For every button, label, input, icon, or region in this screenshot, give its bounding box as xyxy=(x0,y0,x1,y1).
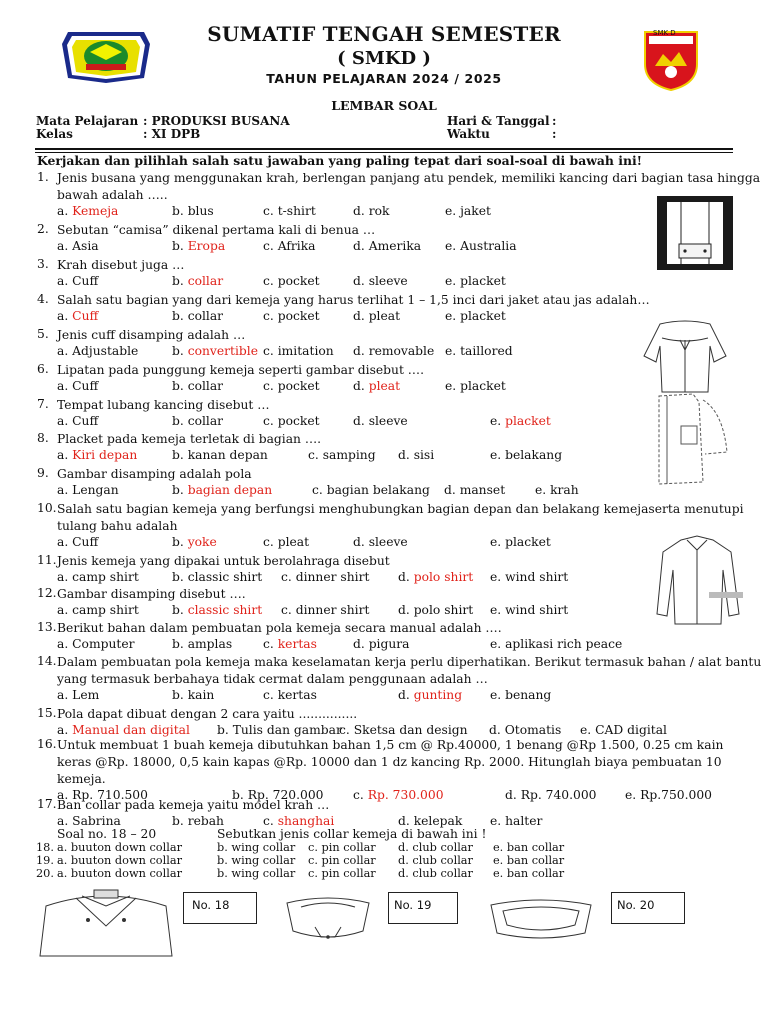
subject-value: : PRODUKSI BUSANA xyxy=(143,114,290,128)
question-17-option-d[interactable]: d. kelepak xyxy=(398,814,463,828)
question-15-option-c[interactable]: c. Sketsa dan design xyxy=(339,723,468,737)
question-8-option-e[interactable]: e. belakang xyxy=(490,448,563,462)
question-14-text: yang termasuk berbahaya tidak cermat dalam penggunaan adalah … xyxy=(57,672,488,686)
question-16-option-c[interactable] xyxy=(353,788,444,802)
question-10-option-b[interactable] xyxy=(172,535,217,549)
question-16-text: keras @Rp. 18000, 0,5 kain kapas @Rp. 10000 dan 1 dz kancing Rp. 2000. Hitunglah biaya pembuatan 10 xyxy=(57,755,722,769)
sheet-title: LEMBAR SOAL xyxy=(331,98,437,113)
question-6-option-b[interactable]: b. collar xyxy=(172,379,224,393)
question-20-option-b[interactable]: b. wing collar xyxy=(217,867,296,880)
option-letter: c. xyxy=(263,814,278,828)
question-11-option-b[interactable]: b. classic shirt xyxy=(172,570,263,584)
question-13-option-a[interactable]: a. Computer xyxy=(57,637,135,651)
option-letter: a. xyxy=(57,723,73,737)
question-2-option-a[interactable]: a. Asia xyxy=(57,239,99,253)
right-logo-text: SMK D xyxy=(653,29,676,37)
exam-subtitle: ( SMKD ) xyxy=(337,48,431,69)
question-1-option-b[interactable]: b. blus xyxy=(172,204,214,218)
answer-highlight: polo shirt xyxy=(413,570,474,584)
question-4-option-e[interactable]: e. placket xyxy=(445,309,506,323)
question-10-option-c[interactable]: c. pleat xyxy=(263,535,310,549)
question-6-option-c[interactable]: c. pocket xyxy=(263,379,320,393)
question-11-option-c[interactable]: c. dinner shirt xyxy=(281,570,370,584)
question-14-option-e[interactable]: e. benang xyxy=(490,688,552,702)
button-down-collar-illustration xyxy=(36,886,176,960)
date-value: : xyxy=(552,114,557,128)
answer-highlight: placket xyxy=(505,414,551,428)
question-4-option-c[interactable]: c. pocket xyxy=(263,309,320,323)
question-16-option-b[interactable]: b. Rp. 720.000 xyxy=(232,788,324,802)
option-letter: e. xyxy=(490,414,506,428)
question-7-option-b[interactable]: b. collar xyxy=(172,414,224,428)
option-letter: b. xyxy=(172,239,188,253)
question-6-text: Lipatan pada punggung kemeja seperti gambar disebut …. xyxy=(57,363,425,377)
answer-box-18-label: No. 18 xyxy=(192,898,230,912)
question-8-number: 8. xyxy=(37,431,49,445)
question-18-number: 18. xyxy=(36,841,54,854)
question-5-option-d[interactable]: d. removable xyxy=(353,344,435,358)
section-intro-right: Sebutkan jenis collar kemeja di bawah ini ! xyxy=(217,827,487,841)
question-8-option-c[interactable]: c. samping xyxy=(308,448,376,462)
question-10-number: 10. xyxy=(37,501,57,515)
question-2-option-c[interactable]: c. Afrika xyxy=(263,239,316,253)
question-8-text: Placket pada kemeja terletak di bagian …. xyxy=(57,432,322,446)
question-5-number: 5. xyxy=(37,327,49,341)
question-10-text: tulang bahu adalah xyxy=(57,519,178,533)
answer-highlight: Kiri depan xyxy=(72,448,138,462)
question-2-number: 2. xyxy=(37,222,49,236)
header-divider xyxy=(35,148,733,150)
question-1-number: 1. xyxy=(37,170,49,184)
question-3-option-c[interactable]: c. pocket xyxy=(263,274,320,288)
question-9-option-e[interactable]: e. krah xyxy=(535,483,579,497)
question-18-option-b[interactable]: b. wing collar xyxy=(217,841,296,854)
question-20-option-c[interactable]: c. pin collar xyxy=(308,867,376,880)
question-7-option-a[interactable]: a. Cuff xyxy=(57,414,99,428)
academic-year: TAHUN PELAJARAN 2024 / 2025 xyxy=(266,71,502,86)
option-letter: b. xyxy=(172,274,188,288)
question-15-option-b[interactable]: b. Tulis dan gambar xyxy=(217,723,342,737)
option-letter: c. xyxy=(263,637,278,651)
question-6-option-d[interactable] xyxy=(353,379,400,393)
question-13-text: Berikut bahan dalam pembuatan pola kemeja secara manual adalah …. xyxy=(57,621,502,635)
answer-highlight: Cuff xyxy=(72,309,99,323)
answer-highlight: classic shirt xyxy=(187,603,263,617)
question-14-option-b[interactable]: b. kain xyxy=(172,688,215,702)
question-20-option-e[interactable]: e. ban collar xyxy=(493,867,565,880)
question-2-text: Sebutan “camisa” dikenal pertama kali di benua … xyxy=(57,223,376,237)
question-19-option-c[interactable]: c. pin collar xyxy=(308,854,376,867)
option-letter: d. xyxy=(398,570,414,584)
question-8-option-d[interactable]: d. sisi xyxy=(398,448,435,462)
question-15-option-e[interactable]: e. CAD digital xyxy=(580,723,667,737)
answer-highlight: Manual dan digital xyxy=(72,723,190,737)
question-1-option-c[interactable]: c. t-shirt xyxy=(263,204,316,218)
question-3-option-b[interactable] xyxy=(172,274,223,288)
question-13-option-d[interactable]: d. pigura xyxy=(353,637,410,651)
question-4-option-a[interactable] xyxy=(57,309,98,323)
question-9-number: 9. xyxy=(37,466,49,480)
option-letter: d. xyxy=(398,688,414,702)
option-letter: b. xyxy=(172,603,188,617)
classic-shirt-illustration xyxy=(653,534,743,628)
answer-box-19-label: No. 19 xyxy=(394,898,432,912)
question-2-option-b[interactable] xyxy=(172,239,225,253)
question-6-option-a[interactable]: a. Cuff xyxy=(57,379,99,393)
question-12-option-c[interactable]: c. dinner shirt xyxy=(281,603,370,617)
question-14-option-d[interactable] xyxy=(398,688,462,702)
answer-highlight: convertible xyxy=(187,344,258,358)
answer-highlight: collar xyxy=(187,274,224,288)
question-20-number: 20. xyxy=(36,867,54,880)
question-15-number: 15. xyxy=(37,706,57,720)
question-3-number: 3. xyxy=(37,257,49,271)
question-18-option-d[interactable]: d. club collar xyxy=(398,841,473,854)
question-16-number: 16. xyxy=(37,737,57,751)
question-20-option-a[interactable]: a. buuton down collar xyxy=(57,867,182,880)
answer-box-20-label: No. 20 xyxy=(617,898,655,912)
answer-highlight: bagian depan xyxy=(187,483,273,497)
question-19-option-a[interactable]: a. buuton down collar xyxy=(57,854,182,867)
question-6-number: 6. xyxy=(37,362,49,376)
question-8-option-a[interactable] xyxy=(57,448,137,462)
exam-title: SUMATIF TENGAH SEMESTER xyxy=(207,22,561,46)
question-13-number: 13. xyxy=(37,620,57,634)
question-4-text: Salah satu bagian yang dari kemeja yang harus terlihat 1 – 1,5 inci dari jaket atau jas adalah… xyxy=(57,293,650,307)
answer-highlight: Kemeja xyxy=(72,204,119,218)
question-7-number: 7. xyxy=(37,397,49,411)
wing-collar-illustration xyxy=(281,891,375,945)
question-11-text: Jenis kemeja yang dipakai untuk berolahraga disebut xyxy=(57,554,390,568)
question-16-text: Untuk membuat 1 buah kemeja dibutuhkan bahan 1,5 cm @ Rp.40000, 1 benang @Rp 1.500, 0.25 cm kain xyxy=(57,738,724,752)
answer-highlight: shanghai xyxy=(277,814,335,828)
question-1-option-a[interactable] xyxy=(57,204,118,218)
question-19-number: 19. xyxy=(36,854,54,867)
question-16-option-e[interactable]: e. Rp.750.000 xyxy=(625,788,712,802)
question-11-option-a[interactable]: a. camp shirt xyxy=(57,570,139,584)
question-1-option-e[interactable]: e. jaket xyxy=(445,204,491,218)
answer-highlight: Eropa xyxy=(187,239,226,253)
question-10-option-e[interactable]: e. placket xyxy=(490,535,551,549)
front-pattern-illustration xyxy=(653,392,733,492)
question-11-number: 11. xyxy=(37,553,57,567)
question-1-option-d[interactable]: d. rok xyxy=(353,204,390,218)
question-19-option-e[interactable]: e. ban collar xyxy=(493,854,565,867)
question-3-option-e[interactable]: e. placket xyxy=(445,274,506,288)
question-19-option-b[interactable]: b. wing collar xyxy=(217,854,296,867)
question-3-option-d[interactable]: d. sleeve xyxy=(353,274,408,288)
question-2-option-d[interactable]: d. Amerika xyxy=(353,239,422,253)
answer-highlight: kertas xyxy=(277,637,317,651)
option-letter: a. xyxy=(57,309,73,323)
question-10-text: Salah satu bagian kemeja yang berfungsi menghubungkan bagian depan dan belakang kemejaserta menutupi xyxy=(57,502,744,516)
option-letter: a. xyxy=(57,204,73,218)
question-17-option-b[interactable]: b. rebah xyxy=(172,814,224,828)
question-9-option-d[interactable]: d. manset xyxy=(444,483,506,497)
question-12-option-d[interactable]: d. polo shirt xyxy=(398,603,474,617)
question-20-option-d[interactable]: d. club collar xyxy=(398,867,473,880)
question-16-text: kemeja. xyxy=(57,772,106,786)
question-17-text: Ban collar pada kemeja yaitu model krah … xyxy=(57,798,330,812)
question-16-option-a[interactable]: a. Rp. 710.500 xyxy=(57,788,148,802)
question-18-option-e[interactable]: e. ban collar xyxy=(493,841,565,854)
question-4-option-b[interactable]: b. collar xyxy=(172,309,224,323)
answer-highlight: yoke xyxy=(187,535,217,549)
question-15-text: Pola dapat dibuat dengan 2 cara yaitu ............... xyxy=(57,707,358,721)
question-8-option-b[interactable]: b. kanan depan xyxy=(172,448,268,462)
question-4-option-d[interactable]: d. pleat xyxy=(353,309,401,323)
question-14-number: 14. xyxy=(37,654,57,668)
question-16-option-d[interactable]: d. Rp. 740.000 xyxy=(505,788,597,802)
question-7-text: Tempat lubang kancing disebut … xyxy=(57,398,270,412)
question-17-number: 17. xyxy=(37,797,57,811)
question-12-option-a[interactable]: a. camp shirt xyxy=(57,603,139,617)
question-14-text: Dalam pembuatan pola kemeja maka keselamatan kerja perlu diperhatikan. Berikut termasuk bahan / alat bantu xyxy=(57,655,762,669)
question-7-option-d[interactable]: d. sleeve xyxy=(353,414,408,428)
question-17-option-e[interactable]: e. halter xyxy=(490,814,543,828)
question-17-option-a[interactable]: a. Sabrina xyxy=(57,814,121,828)
time-label: Waktu xyxy=(447,127,490,141)
question-9-option-c[interactable]: c. bagian belakang xyxy=(312,483,430,497)
question-12-text: Gambar disamping disebut …. xyxy=(57,587,246,601)
question-14-option-a[interactable]: a. Lem xyxy=(57,688,100,702)
instruction: Kerjakan dan pilihlah salah satu jawaban yang paling tepat dari soal-soal di bawah ini! xyxy=(37,153,643,168)
band-collar-illustration xyxy=(485,893,597,943)
question-18-option-a[interactable]: a. buuton down collar xyxy=(57,841,182,854)
question-4-number: 4. xyxy=(37,292,49,306)
option-letter: a. xyxy=(57,448,73,462)
answer-highlight: Rp. 730.000 xyxy=(367,788,444,802)
question-6-option-e[interactable]: e. placket xyxy=(445,379,506,393)
question-15-option-a[interactable] xyxy=(57,723,190,737)
class-label: Kelas xyxy=(36,127,73,141)
question-7-option-c[interactable]: c. pocket xyxy=(263,414,320,428)
option-letter: b. xyxy=(172,344,188,358)
question-11-option-e[interactable]: e. wind shirt xyxy=(490,570,569,584)
question-9-text: Gambar disamping adalah pola xyxy=(57,467,252,481)
question-14-option-c[interactable]: c. kertas xyxy=(263,688,317,702)
question-11-option-d[interactable] xyxy=(398,570,473,584)
question-12-option-e[interactable]: e. wind shirt xyxy=(490,603,569,617)
question-12-number: 12. xyxy=(37,586,57,600)
question-10-option-a[interactable]: a. Cuff xyxy=(57,535,99,549)
section-intro-left: Soal no. 18 – 20 xyxy=(57,827,157,841)
option-letter: c. xyxy=(353,788,368,802)
question-9-option-b[interactable] xyxy=(172,483,272,497)
answer-highlight: gunting xyxy=(413,688,463,702)
question-1-text: Jenis busana yang menggunakan krah, berlengan panjang atu pendek, memiliki kancing dari bagian tasa hingga xyxy=(57,171,761,185)
question-5-option-e[interactable]: e. taillored xyxy=(445,344,513,358)
question-19-option-d[interactable]: d. club collar xyxy=(398,854,473,867)
date-label: Hari & Tanggal xyxy=(447,114,550,128)
question-13-option-e[interactable]: e. aplikasi rich peace xyxy=(490,637,623,651)
question-15-option-d[interactable]: d. Otomatis xyxy=(489,723,562,737)
question-9-option-a[interactable]: a. Lengan xyxy=(57,483,119,497)
question-7-option-e[interactable] xyxy=(490,414,551,428)
question-12-option-b[interactable] xyxy=(172,603,262,617)
question-13-option-c[interactable] xyxy=(263,637,317,651)
question-1-text: bawah adalah ….. xyxy=(57,188,168,202)
option-letter: b. xyxy=(172,483,188,497)
question-5-option-b[interactable] xyxy=(172,344,258,358)
question-3-option-a[interactable]: a. Cuff xyxy=(57,274,99,288)
option-letter: d. xyxy=(353,379,369,393)
answer-highlight: pleat xyxy=(368,379,401,393)
pleat-back-illustration xyxy=(640,316,730,396)
question-3-text: Krah disebut juga … xyxy=(57,258,185,272)
question-2-option-e[interactable]: e. Australia xyxy=(445,239,517,253)
class-value: : XI DPB xyxy=(143,127,201,141)
question-13-option-b[interactable]: b. amplas xyxy=(172,637,233,651)
question-18-option-c[interactable]: c. pin collar xyxy=(308,841,376,854)
time-value: : xyxy=(552,127,557,141)
question-5-option-c[interactable]: c. imitation xyxy=(263,344,334,358)
cuff-illustration xyxy=(657,196,733,270)
subject-label: Mata Pelajaran xyxy=(36,114,139,128)
question-5-option-a[interactable]: a. Adjustable xyxy=(57,344,139,358)
option-letter: b. xyxy=(172,535,188,549)
question-5-text: Jenis cuff disamping adalah … xyxy=(57,328,246,342)
question-10-option-d[interactable]: d. sleeve xyxy=(353,535,408,549)
